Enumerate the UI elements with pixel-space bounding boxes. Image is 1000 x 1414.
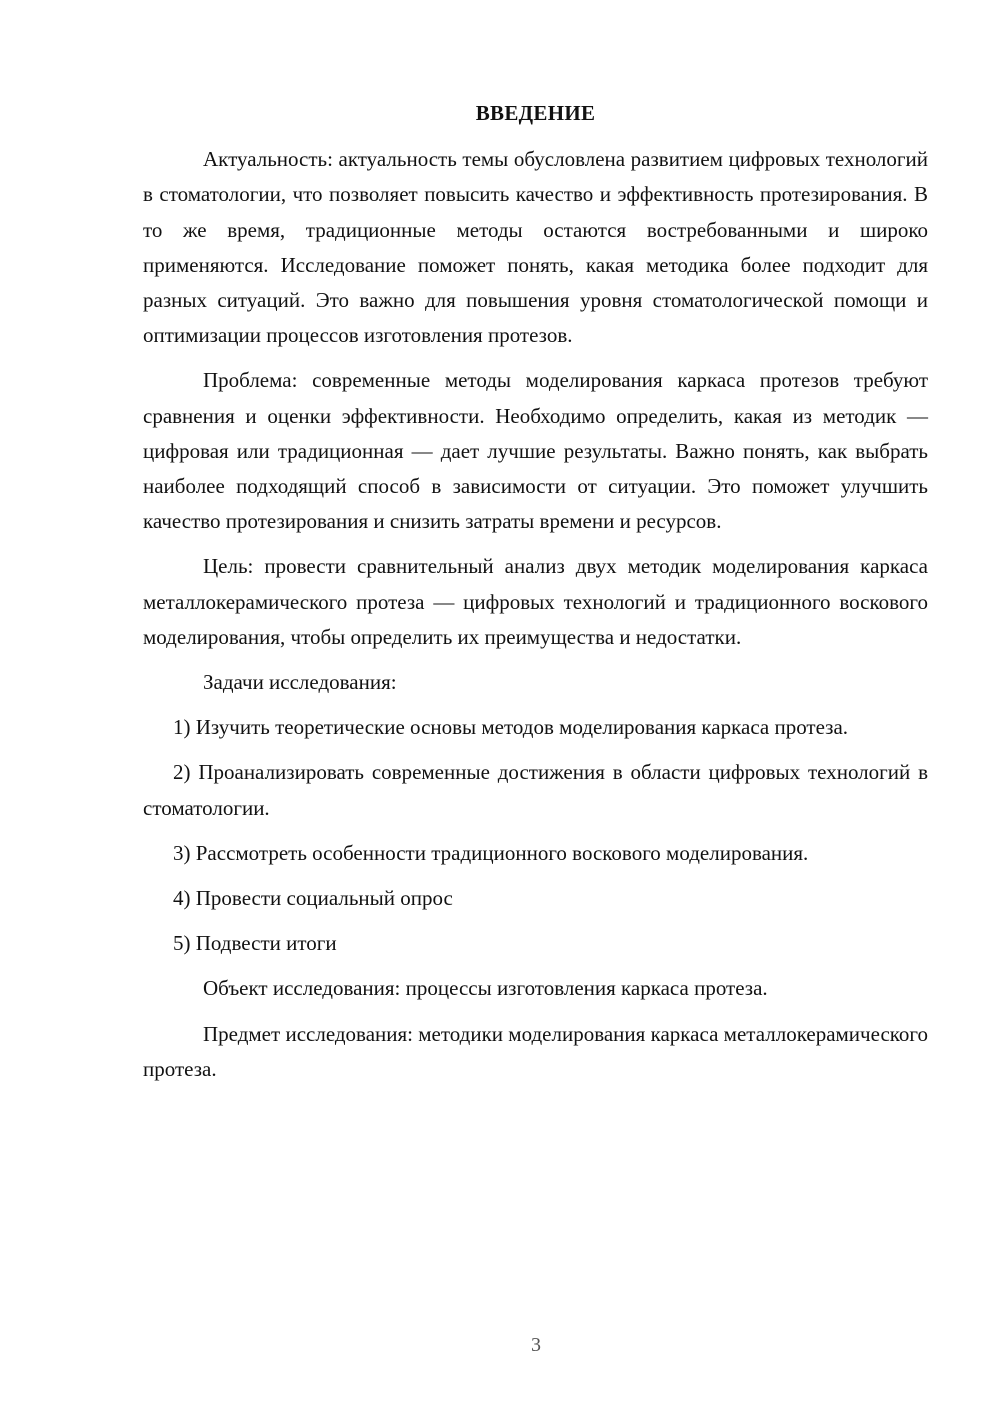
document-page <box>143 96 928 1097</box>
task-item-4: 4) Провести социальный опрос <box>173 886 453 911</box>
task-item-2: 2) Проанализировать современные достижения в области цифровых технологий в стоматологии. <box>143 760 928 820</box>
paragraph-problem: Проблема: современные методы моделирования каркаса протезов требуют сравнения и оценки эффективности. Необходимо определить, какая из методик — цифровая или традиционная — дает лучшие результаты. Важно понять, как выбрать наиболее подходящий способ в зависимости от ситуации. Это поможет улучшить качество протезирования и снизить затраты времени и ресурсов. <box>143 368 928 534</box>
paragraph-goal: Цель: провести сравнительный анализ двух методик моделирования каркаса металлокерамического протеза — цифровых технологий и традиционного воскового моделирования, чтобы определить их преимущества и недостатки. <box>143 554 928 649</box>
paragraph-subject: Предмет исследования: методики моделирования каркаса металлокерамического протеза. <box>143 1021 928 1081</box>
task-item-1: 1) Изучить теоретические основы методов моделирования каркаса протеза. <box>173 715 849 740</box>
tasks-heading: Задачи исследования: <box>203 670 397 695</box>
paragraph-object: Объект исследования: процессы изготовления каркаса протеза. <box>203 976 768 1001</box>
task-item-5: 5) Подвести итоги <box>173 931 337 956</box>
page-title: ВВЕДЕНИЕ <box>475 101 596 125</box>
task-item-3: 3) Рассмотреть особенности традиционного воскового моделирования. <box>173 840 809 865</box>
page-number: 3 <box>531 1334 541 1356</box>
paragraph-relevance: Актуальность: актуальность темы обусловлена развитием цифровых технологий в стоматологии, что позволяет повысить качество и эффективность протезирования. В то же время, традиционные методы остаются востребованными и широко применяются. Исследование поможет понять, какая методика более подходит для разных ситуаций. Это важно для повышения уровня стоматологической помощи и оптимизации процессов изготовления протезов. <box>143 147 928 348</box>
